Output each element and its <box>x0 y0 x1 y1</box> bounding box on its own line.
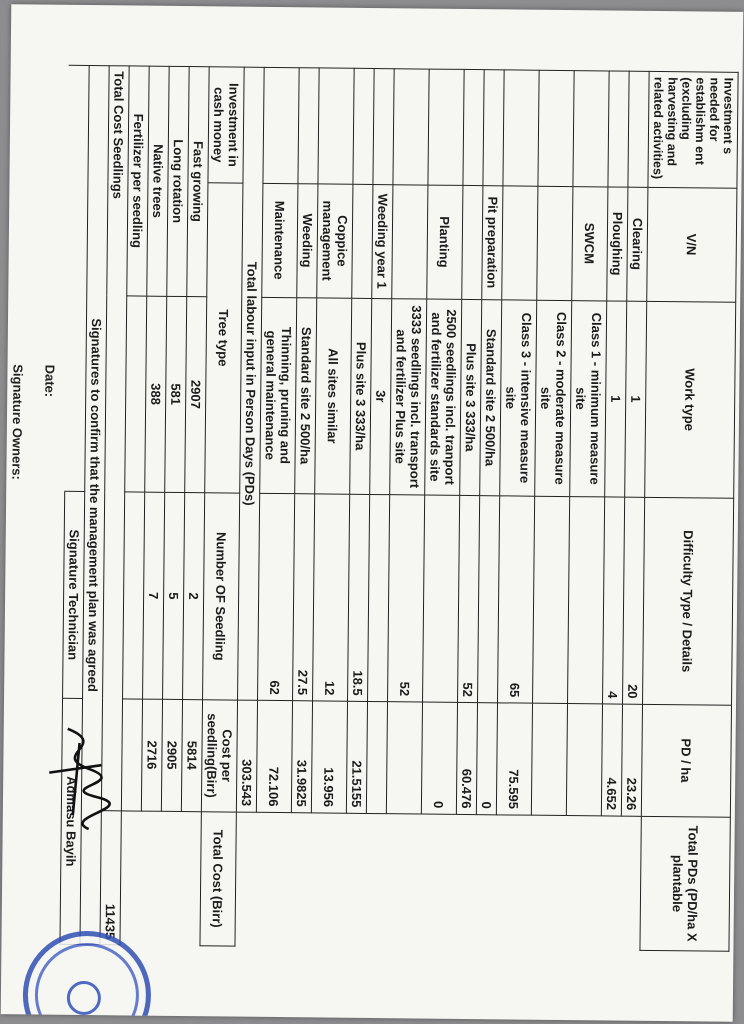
work-type-cell: Pit preparation <box>482 185 503 299</box>
document-page <box>1 4 744 1022</box>
work-type-cell: Ploughing <box>607 187 628 301</box>
date-label: Date: <box>42 364 58 398</box>
tree-type-header: Tree type <box>205 183 243 494</box>
work-rows <box>255 67 649 950</box>
vn-cell <box>428 69 464 185</box>
tree-type-cell: Long rotation <box>167 66 189 296</box>
total-cost-header: Total Cost (Birr) <box>200 811 236 946</box>
vn-header: V/N <box>647 187 737 302</box>
total-cost-cell: 2716 <box>141 699 162 811</box>
work-type-cell <box>462 185 483 299</box>
total-pds-cell: 60.476 <box>456 702 477 814</box>
rotated-content <box>9 4 743 1011</box>
total-pds-cell: 21.5155 <box>346 701 367 813</box>
vn-cell <box>628 71 649 187</box>
vn-cell <box>483 70 504 186</box>
work-type-header: Work type <box>645 301 736 498</box>
labour-total: 303.543 <box>236 700 257 812</box>
difficulty-cell: 1 <box>605 301 627 498</box>
number-cell: 2907 <box>185 296 207 493</box>
pd-ha-cell <box>478 496 500 703</box>
work-type-cell: Coppice management <box>317 184 353 298</box>
number-header: Number OF Seedling <box>203 493 240 700</box>
stamp-center <box>67 981 102 1016</box>
total-pds-cell <box>566 703 602 815</box>
total-cost-cell: 5814 <box>181 699 202 811</box>
vn-cell <box>353 68 374 184</box>
difficulty-cell: Plus site 3 333/ha <box>460 299 482 496</box>
total-cost-cell: 2905 <box>161 699 182 811</box>
vn-cell <box>538 70 574 186</box>
vn-cell <box>318 68 354 184</box>
number-cell: 388 <box>145 296 167 493</box>
difficulty-cell: Plus site 3 333/ha <box>350 298 372 495</box>
total-pds-cell <box>386 702 422 814</box>
vn-cell <box>573 71 609 187</box>
cost-cell: 7 <box>143 492 165 699</box>
pd-ha-cell: 18.5 <box>348 494 370 701</box>
difficulty-cell: 1 <box>625 301 647 498</box>
owners-label: Signature Owners: <box>9 364 26 480</box>
vn-cell <box>608 71 629 187</box>
vn-cell <box>463 69 484 185</box>
total-pds-cell: 31.9825 <box>291 701 312 813</box>
tree-type-cell: Fast growing <box>187 67 209 297</box>
number-cell <box>125 295 147 492</box>
difficulty-cell: Standard site 2 500/ha <box>480 299 502 496</box>
pd-ha-cell: 52 <box>458 495 480 702</box>
total-pds-cell: 75.595 <box>496 703 532 815</box>
work-type-cell: Planting <box>427 185 463 299</box>
technician-name: Admasu Bayih <box>60 698 83 944</box>
pd-ha-cell: 4 <box>603 497 625 704</box>
difficulty-cell: Class 3 - intensive measure site <box>500 299 537 496</box>
work-type-cell: Weeding <box>297 184 318 298</box>
total-pds-cell: 4.652 <box>601 704 622 816</box>
work-type-cell: SWCM <box>572 186 608 300</box>
pd-ha-cell: 65 <box>498 496 535 703</box>
seedling-total: 11435 <box>100 810 121 945</box>
pd-ha-cell: 62 <box>258 493 295 700</box>
work-type-cell: Clearing <box>627 187 648 301</box>
difficulty-cell: Thinning, pruning and general maintenance <box>260 297 297 494</box>
total-pds-cell: 13.956 <box>311 701 347 813</box>
plan-form <box>9 65 738 952</box>
seedling-rows <box>120 66 209 946</box>
vn-cell <box>503 70 539 186</box>
tree-type-cell: Native trees <box>147 66 169 296</box>
cost-cell: 5 <box>163 492 185 699</box>
technician-label: Signature Technician <box>63 491 85 698</box>
work-type-cell <box>352 184 373 298</box>
vn-cell <box>393 69 429 185</box>
vn-cell <box>298 68 319 184</box>
total-pds-cell: 0 <box>421 702 457 814</box>
total-pds-cell <box>531 703 567 815</box>
work-type-cell <box>392 185 428 299</box>
confirm-text: Signatures to confirm that the management plan was agreed <box>80 66 109 945</box>
work-type-cell <box>537 186 573 300</box>
total-pds-header: Total PDs (PD/ha X plantable <box>640 816 730 951</box>
pd-ha-cell: 20 <box>623 497 645 704</box>
difficulty-cell: Class 2 - moderate measure site <box>535 300 572 497</box>
pd-ha-cell: 52 <box>388 495 425 702</box>
difficulty-cell: Standard site 2 500/ha <box>295 297 317 494</box>
cash-label: Investment in cash money <box>208 67 244 183</box>
vn-cell <box>373 68 394 184</box>
work-type-cell: Weeding year 1 <box>372 184 393 298</box>
cost-cell <box>123 492 145 699</box>
investment-header: Investment s needed for establishm ent (excluding harvesting and related activities) <box>648 71 738 188</box>
total-pds-cell <box>366 701 387 813</box>
total-cost-cell <box>121 699 142 811</box>
pd-ha-cell <box>533 496 570 703</box>
pd-ha-header: PD / ha <box>641 704 731 817</box>
work-type-cell: Maintenance <box>262 183 298 297</box>
work-type-cell <box>502 186 538 300</box>
pd-ha-cell <box>423 495 460 702</box>
pd-ha-cell: 12 <box>313 494 350 701</box>
difficulty-cell: 3333 seedlings incl. transport and fertilizer Plus site <box>390 298 427 495</box>
pd-ha-cell <box>568 497 605 704</box>
signature-scribble <box>39 725 120 836</box>
total-pds-cell: 72.106 <box>256 700 292 812</box>
labour-label: Total labour input in Person Days (PDs) <box>238 67 265 700</box>
difficulty-cell: Class 1 - minimum measure site <box>570 300 607 497</box>
header-row <box>640 71 738 951</box>
tree-type-cell: Fertilizer per seedling <box>127 66 149 296</box>
difficulty-cell: 2500 seedlings incl. tranport and fertilizer standards site <box>425 299 462 496</box>
vn-cell <box>263 67 299 183</box>
difficulty-cell: 3r <box>370 298 392 495</box>
difficulty-header: Difficulty Type / Details <box>643 497 734 705</box>
pd-ha-cell: 27.5 <box>293 494 315 701</box>
pd-ha-cell <box>368 495 390 702</box>
cost-cell: 2 <box>183 493 205 700</box>
seedling-total-label: Total Cost Seedlings <box>101 66 129 811</box>
total-pds-cell: 0 <box>476 702 497 814</box>
difficulty-cell: All sites similar <box>315 297 352 494</box>
total-pds-cell: 23.26 <box>621 704 642 816</box>
number-cell: 581 <box>165 296 187 493</box>
cost-header: Cost per seedling(Birr) <box>201 700 237 812</box>
investment-table <box>59 65 738 952</box>
